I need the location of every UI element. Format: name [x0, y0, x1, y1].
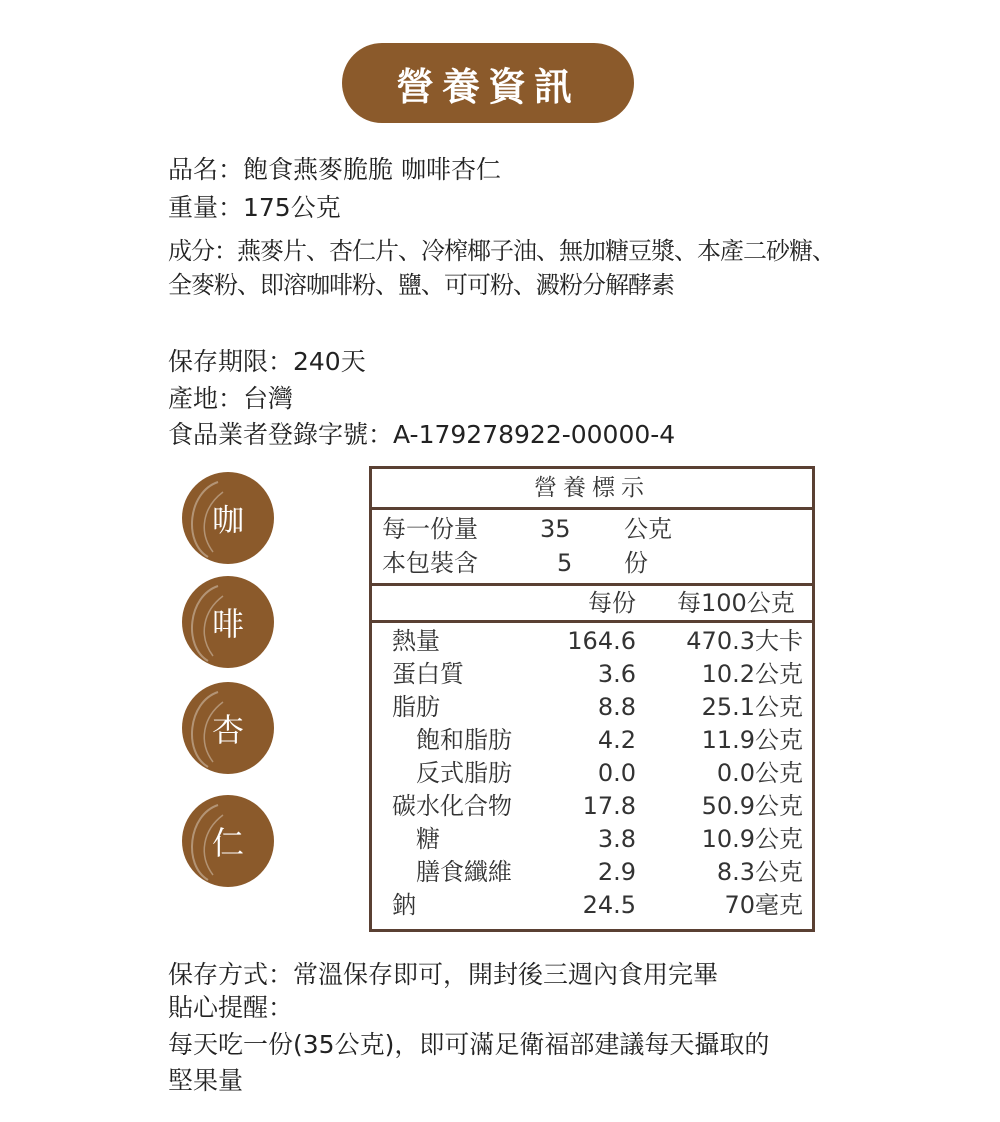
col-per-100g: 每100公克	[677, 589, 795, 617]
column-headers	[372, 586, 812, 623]
nutrient-name: 飽和脂肪	[416, 726, 512, 754]
nutrient-per-100g: 50.9公克	[701, 792, 803, 820]
nutrient-name: 熱量	[392, 627, 440, 655]
product-name: 品名：飽食燕麥脆脆 咖啡杏仁	[168, 155, 501, 184]
nutrient-per-serving: 4.2	[597, 726, 636, 754]
nutrition-table-title: 營養標示	[372, 469, 812, 510]
nutrient-per-serving: 3.8	[597, 825, 636, 853]
nutrient-per-100g: 470.3大卡	[686, 627, 803, 655]
tip-line-2: 堅果量	[168, 1066, 244, 1095]
nutrient-name: 蛋白質	[392, 660, 464, 688]
nutrient-per-serving: 164.6	[567, 627, 636, 655]
side-circle-4	[182, 795, 274, 887]
tip-line-1: 每天吃一份(35公克)，即可滿足衛福部建議每天攝取的	[168, 1030, 770, 1059]
nutrient-name: 碳水化合物	[392, 792, 512, 820]
nutrient-name: 反式脂肪	[416, 759, 512, 787]
nutrient-per-100g: 0.0公克	[716, 759, 803, 787]
storage-method: 保存方式：常溫保存即可，開封後三週內食用完畢	[168, 960, 719, 989]
serving-info	[372, 510, 812, 586]
ingredients-line-2: 全麥粉、即溶咖啡粉、鹽、可可粉、澱粉分解酵素	[168, 271, 674, 299]
side-circle-3	[182, 682, 274, 774]
serving-unit: 公克	[624, 515, 672, 543]
nutrient-per-serving: 2.9	[597, 858, 636, 886]
page-title: 營養資訊	[342, 43, 634, 123]
almond-decoration-icon	[178, 682, 238, 774]
nutrient-name: 脂肪	[392, 693, 440, 721]
nutrient-name: 鈉	[392, 891, 416, 919]
origin: 產地：台灣	[168, 384, 294, 413]
package-value: 5	[557, 549, 573, 577]
nutrient-per-serving: 24.5	[582, 891, 636, 919]
package-unit: 份	[624, 549, 648, 577]
side-circle-2	[182, 576, 274, 668]
registration-number: 食品業者登錄字號：A-179278922-00000-4	[168, 420, 676, 449]
nutrient-per-100g: 11.9公克	[701, 726, 803, 754]
side-circle-label: 啡	[211, 605, 244, 643]
nutrient-per-100g: 10.2公克	[701, 660, 803, 688]
side-circle-1	[182, 472, 274, 564]
nutrient-per-100g: 8.3公克	[716, 858, 803, 886]
nutrient-per-100g: 10.9公克	[701, 825, 803, 853]
nutrient-per-100g: 25.1公克	[701, 693, 803, 721]
almond-decoration-icon	[178, 795, 238, 887]
product-weight: 重量：175公克	[168, 193, 341, 222]
package-label: 本包裝含	[382, 549, 478, 577]
nutrient-per-serving: 3.6	[597, 660, 636, 688]
coffee-bean-decoration-icon	[178, 576, 238, 668]
nutrient-per-serving: 8.8	[597, 693, 636, 721]
ingredients-line-1: 成分：燕麥片、杏仁片、冷榨椰子油、無加糖豆漿、本產二砂糖、	[168, 237, 835, 265]
serving-label: 每一份量	[382, 515, 478, 543]
side-circle-label: 咖	[211, 501, 244, 539]
nutrient-per-serving: 17.8	[582, 792, 636, 820]
nutrient-per-serving: 0.0	[597, 759, 636, 787]
nutrient-per-100g: 70毫克	[724, 891, 803, 919]
serving-value: 35	[540, 515, 571, 543]
side-circle-label: 仁	[211, 824, 244, 862]
tip-label: 貼心提醒：	[168, 993, 294, 1022]
coffee-bean-decoration-icon	[178, 472, 238, 564]
side-circle-label: 杏	[211, 711, 244, 749]
nutrition-table	[369, 466, 815, 932]
col-per-serving: 每份	[588, 589, 636, 617]
nutrient-name: 糖	[416, 825, 440, 853]
shelf-life: 保存期限：240天	[168, 347, 366, 376]
nutrient-name: 膳食纖維	[416, 858, 512, 886]
